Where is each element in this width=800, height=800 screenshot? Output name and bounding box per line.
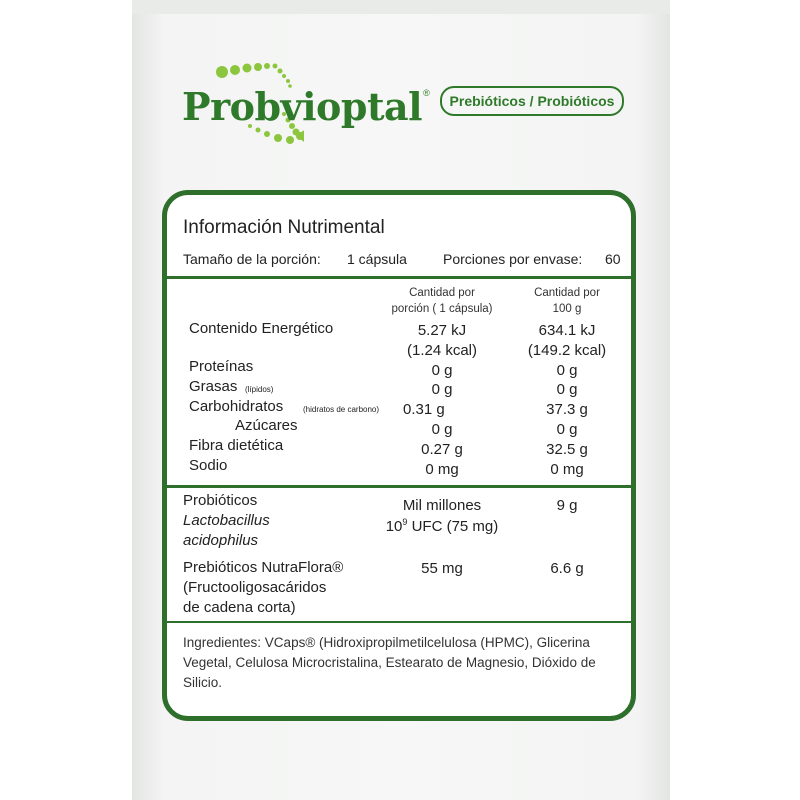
- probiotics-label: Probióticos: [183, 492, 258, 509]
- energy-100g-kj: 634.1 kJ: [538, 322, 596, 339]
- energy-serving-kcal: (1.24 kcal): [406, 342, 478, 359]
- col-header-serving-2: porción ( 1 cápsula): [391, 303, 493, 315]
- serving-size-value: 1 cápsula: [347, 251, 407, 267]
- rule-thick: [167, 485, 631, 488]
- box-top-flap: [132, 0, 670, 14]
- probiotics-species-2: acidophilus: [183, 532, 259, 549]
- serving-size-label: Tamaño de la porción:: [183, 251, 321, 267]
- nutrition-panel: Información Nutrimental Tamaño de la porción: 1 cápsula Porciones por envase: 60 Cantidad por porción ( 1 cápsula) Cantidad por 100 g Contenido Energético 5.27 kJ (1.24 kcal) 634.1 kJ (149.2 kcal) Proteínas 0 g 0 g Grasas (lípidos) 0 g 0 g Carbohidratos (hidratos de carbono) 0.31 g 37.3 g Azúcares 0 g 0 g Fibra dietética 0.27 g 32.5 g Sodio 0 mg 0 mg Probióticos Lactobacillus acidophilus Mil millones $10^9$ UFC (75 mg) 9 g Prebióticos NutraFlora® (Fructooligosacáridos de cadena corta) 55 mg 6.6 g Ingredientes: VCaps® (Hidroxipropilmetilcelulosa (HPMC), Glicerina Vegetal, Celulosa Microcristalina, Estearato de Magnesio, Dióxido de Silicio.: [162, 190, 636, 721]
- panel-title: Información Nutrimental: [183, 217, 385, 238]
- probiotics-100g: 9 g: [556, 497, 578, 514]
- energy-label: Contenido Energético: [189, 320, 334, 337]
- probiotics-serving-1: Mil millones: [402, 497, 482, 514]
- rule-thin: [167, 621, 631, 623]
- probiotics-serving-2: $10^9$ UFC (75 mg): [385, 517, 499, 535]
- rule-thick: [167, 276, 631, 279]
- probiotics-species-1: Lactobacillus: [183, 512, 270, 529]
- servings-label: Porciones por envase:: [443, 251, 583, 267]
- prebiotics-100g: 6.6 g: [550, 560, 584, 577]
- prebiotics-serving: 55 mg: [421, 560, 463, 577]
- prebiotics-label-3: de cadena corta): [183, 599, 296, 616]
- servings-value: 60: [605, 251, 621, 267]
- prebiotics-label-2: (Fructooligosacáridos: [183, 579, 327, 596]
- product-tagline: Prebióticos / Probióticos: [440, 86, 624, 116]
- brand-logo: Probvioptal®: [182, 84, 430, 129]
- prebiotics-label: Prebióticos NutraFlora®: [183, 559, 344, 576]
- energy-serving-kj: 5.27 kJ: [417, 322, 467, 339]
- energy-100g-kcal: (149.2 kcal): [527, 342, 607, 359]
- col-header-100g-2: 100 g: [552, 303, 582, 315]
- col-header-100g-1: Cantidad por: [534, 287, 600, 299]
- col-header-serving-1: Cantidad por: [409, 287, 475, 299]
- ingredients-text: Ingredientes: VCaps® (Hidroxipropilmetilcelulosa (HPMC), Glicerina Vegetal, Celulosa Microcristalina, Estearato de Magnesio, Dióxido de Silicio.: [183, 635, 596, 690]
